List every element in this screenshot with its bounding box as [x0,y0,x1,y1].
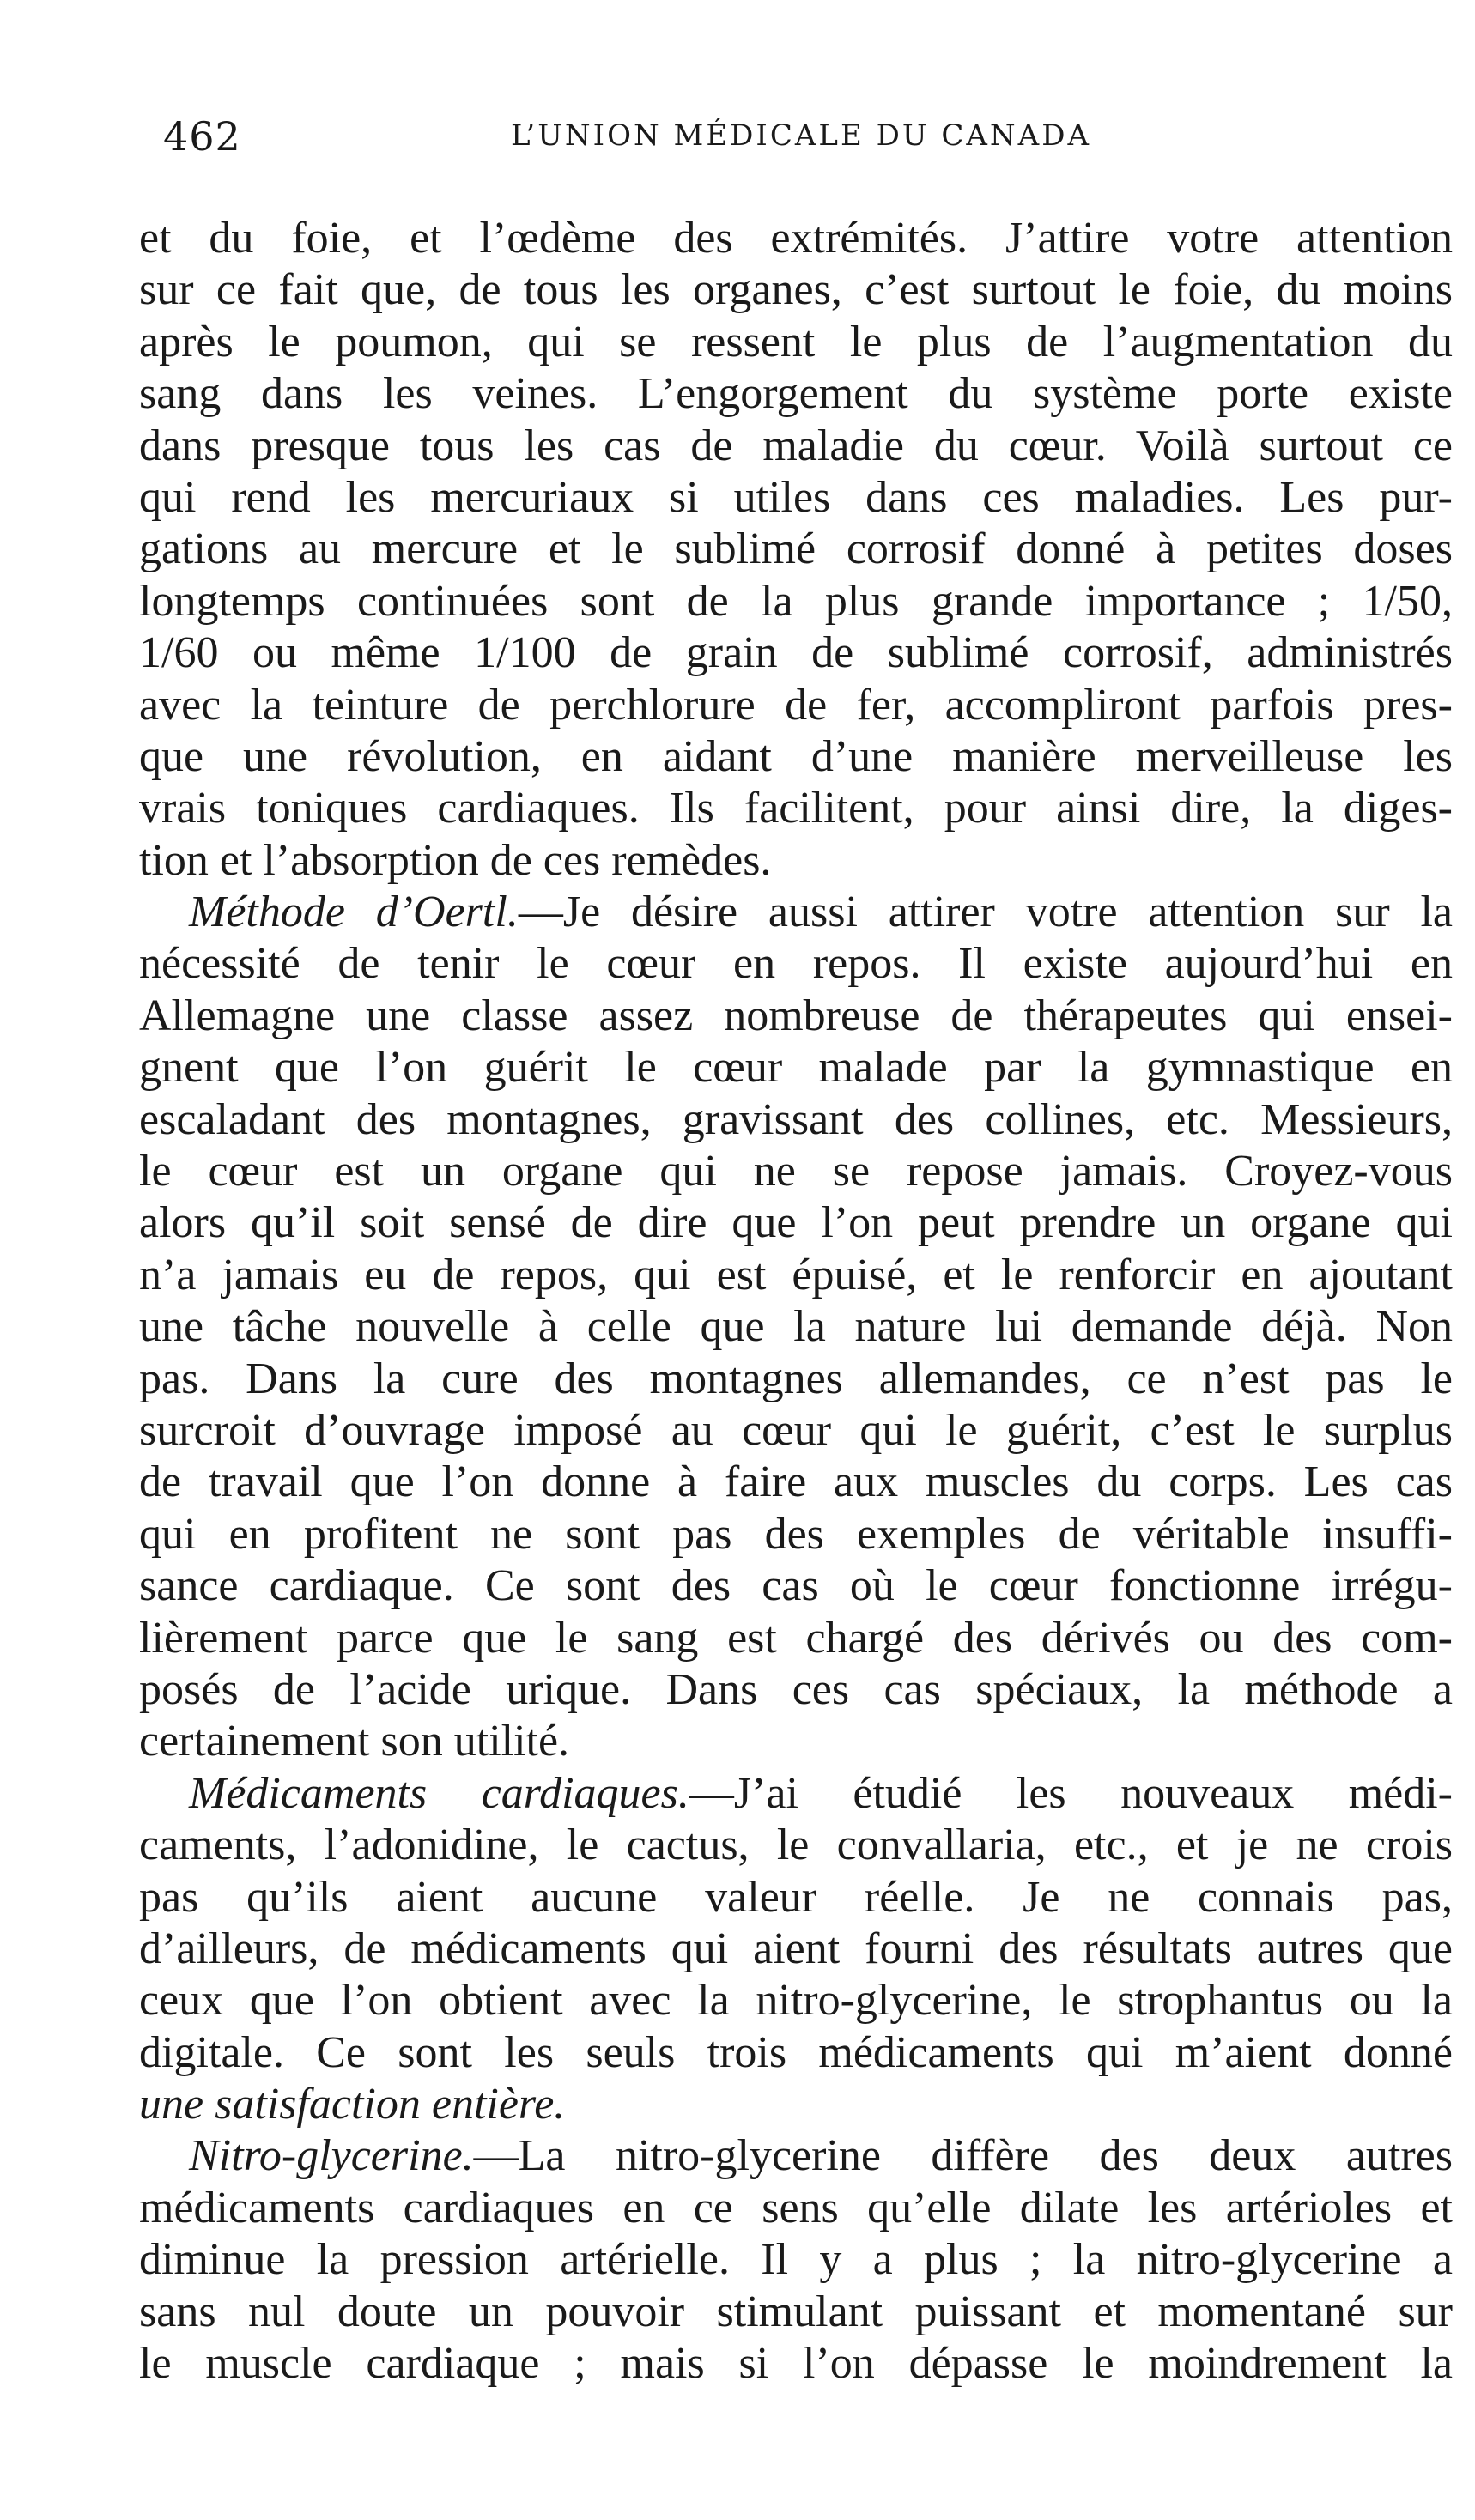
text-line: caments, l’adonidine, le cactus, le convallaria, etc., et je ne crois [139,1820,1453,1870]
section-heading: Médicaments cardiaques. [189,1768,689,1818]
text-line [139,2130,1453,2182]
text-line: une satisfaction entière. [139,2080,566,2129]
paragraph [139,1768,1453,2131]
text-line: tion et l’absorption de ces remèdes. [139,835,772,885]
text-line: après le poumon, qui se ressent le plus de l’augmentation du [139,317,1453,366]
text-line: gations au mercure et le sublimé corrosif donné à petites doses [139,524,1453,574]
paragraph [139,2130,1453,2390]
section-heading: Nitro-glycerine. [189,2131,474,2181]
text-line: le cœur est un organe qui ne se repose jamais. Croyez-vous [139,1147,1453,1196]
text-line: nécessité de tenir le cœur en repos. Il existe aujourd’hui en [139,939,1453,989]
text-line: longtemps continuées sont de la plus grande importance ; 1/50, [139,576,1453,626]
text-line: Allemagne une classe assez nombreuse de thérapeutes qui ensei- [139,990,1453,1040]
text-fragment: —J’ai étudié les nouveaux médi- [689,1768,1453,1818]
text-line: pas qu’ils aient aucune valeur réelle. Je ne connais pas, [139,1872,1453,1922]
text-line: surcroit d’ouvrage imposé au cœur qui le guérit, c’est le surplus [139,1405,1453,1455]
text-line: une tâche nouvelle à celle que la nature lui demande déjà. Non [139,1302,1453,1352]
text-line: diminue la pression artérielle. Il y a plus ; la nitro-glycerine a [139,2235,1453,2285]
text-line: 1/60 ou même 1/100 de grain de sublimé corrosif, administrés [139,628,1453,678]
text-line: pas. Dans la cure des montagnes allemandes, ce n’est pas le [139,1354,1453,1403]
text-line: posés de l’acide urique. Dans ces cas spéciaux, la méthode a [139,1664,1453,1714]
text-line: escaladant des montagnes, gravissant des collines, etc. Messieurs, [139,1094,1453,1144]
text-line: certainement son utilité. [139,1717,570,1766]
text-line: sance cardiaque. Ce sont des cas où le cœur fonctionne irrégu- [139,1561,1453,1611]
paragraph [139,213,1453,887]
text-line: lièrement parce que le sang est chargé des dérivés ou des com- [139,1613,1453,1663]
text-line: dans presque tous les cas de maladie du cœur. Voilà surtout ce [139,421,1453,470]
text-line: sans nul doute un pouvoir stimulant puissant et momentané sur [139,2287,1453,2336]
running-title: L’UNION MÉDICALE DU CANADA [511,118,1092,153]
text-line: le muscle cardiaque ; mais si l’on dépasse le moindrement la [139,2339,1453,2389]
text-line: gnent que l’on guérit le cœur malade par la gymnastique en [139,1043,1453,1093]
text-line: et du foie, et l’œdème des extrémités. J’attire votre attention [139,214,1453,263]
text-line: que une révolution, en aidant d’une manière merveilleuse les [139,731,1453,781]
text-line: sur ce fait que, de tous les organes, c’est surtout le foie, du moins [139,265,1453,315]
text-line: alors qu’il soit sensé de dire que l’on peut prendre un organe qui [139,1198,1453,1248]
text-line: n’a jamais eu de repos, qui est épuisé, et le renforcir en ajoutant [139,1250,1453,1299]
text-line: sang dans les veines. L’engorgement du système porte existe [139,369,1453,419]
text-line: digitale. Ce sont les seuls trois médicaments qui m’aient donné [139,2027,1453,2077]
text-line: qui rend les mercuriaux si utiles dans ces maladies. Les pur- [139,472,1453,522]
page-header [163,113,1468,165]
body-text [139,213,1453,2390]
text-line: vrais toniques cardiaques. Ils facilitent, pour ainsi dire, la diges- [139,784,1453,833]
text-line: ceux que l’on obtient avec la nitro-glycerine, le strophantus ou la [139,1976,1453,2026]
text-line [139,887,1453,938]
paragraph [139,887,1453,1768]
text-fragment: —Je désire aussi attirer votre attention sur la [518,887,1453,937]
text-line: qui en profitent ne sont pas des exemples de véritable insuffi- [139,1509,1453,1559]
text-line: d’ailleurs, de médicaments qui aient fourni des résultats autres que [139,1923,1453,1973]
text-line [139,1768,1453,1820]
section-heading: Méthode d’Oertl. [189,887,519,937]
text-fragment: —La nitro-glycerine diffère des deux autres [473,2131,1453,2181]
text-line: avec la teinture de perchlorure de fer, accompliront parfois pres- [139,680,1453,730]
text-line: de travail que l’on donne à faire aux muscles du corps. Les cas [139,1457,1453,1507]
text-line: médicaments cardiaques en ce sens qu’elle dilate les artérioles et [139,2183,1453,2232]
page-number: 462 [163,113,241,160]
